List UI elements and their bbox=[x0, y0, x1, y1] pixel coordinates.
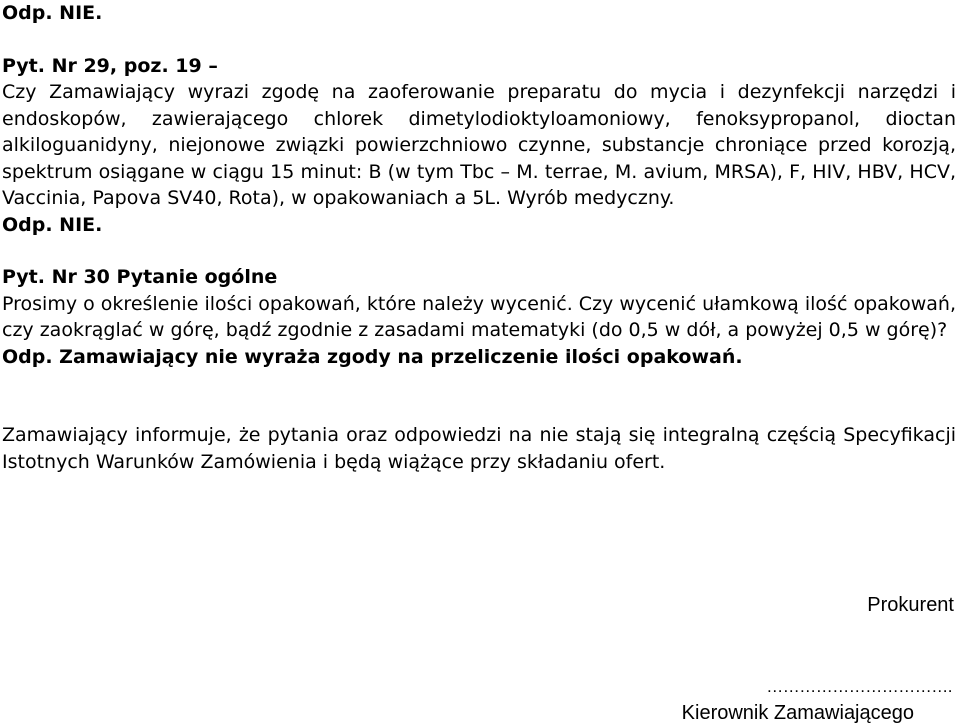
question-29-heading: Pyt. Nr 29, poz. 19 – bbox=[2, 54, 218, 77]
answer-previous: Odp. NIE. bbox=[2, 2, 103, 24]
question-30-answer: Odp. Zamawiający nie wyraża zgody na przeliczenie ilości opakowań. bbox=[2, 345, 743, 368]
spacer bbox=[2, 370, 956, 422]
spacer bbox=[2, 238, 956, 264]
question-30-body: Prosimy o określenie ilości opakowań, które należy wycenić. Czy wycenić ułamkową ilość opakowań, czy zaokrąglać w górę, bądź zgodnie z zasadami matematyki (do 0,5 w dół, a powyżej 0,5 w górę)? bbox=[2, 292, 956, 341]
spacer bbox=[2, 27, 956, 53]
question-29-answer: Odp. NIE. bbox=[2, 213, 103, 236]
signature-name: Kierownik Zamawiającego bbox=[681, 702, 914, 724]
question-29-body: Czy Zamawiający wyrazi zgodę na zaoferowanie preparatu do mycia i dezynfekcji narzędzi i endoskopów, zawierającego chlorek dimetylodioktyloamoniowy, fenoksypropanol, dioctan alkiloguanidyny, niejonowe związki powierzchniowo czynne, substancje chroniące przed korozją, spektrum osiągane w ciągu 15 minut: B (w tym Tbc – M. terrae, M. avium, MRSA), F, HIV, HBV, HCV, Vaccinia, Papova SV40, Rota), w opakowaniach a 5L. Wyrób medyczny. bbox=[2, 81, 956, 209]
signature-line: ……………………………. bbox=[766, 677, 952, 696]
signature-title: Prokurent bbox=[867, 594, 954, 616]
notice-paragraph: Zamawiający informuje, że pytania oraz odpowiedzi na nie stają się integralną częścią Specyfikacji Istotnych Warunków Zamówienia i będą wiążące przy składaniu ofert. bbox=[2, 424, 956, 473]
question-30-heading: Pyt. Nr 30 Pytanie ogólne bbox=[2, 266, 278, 288]
